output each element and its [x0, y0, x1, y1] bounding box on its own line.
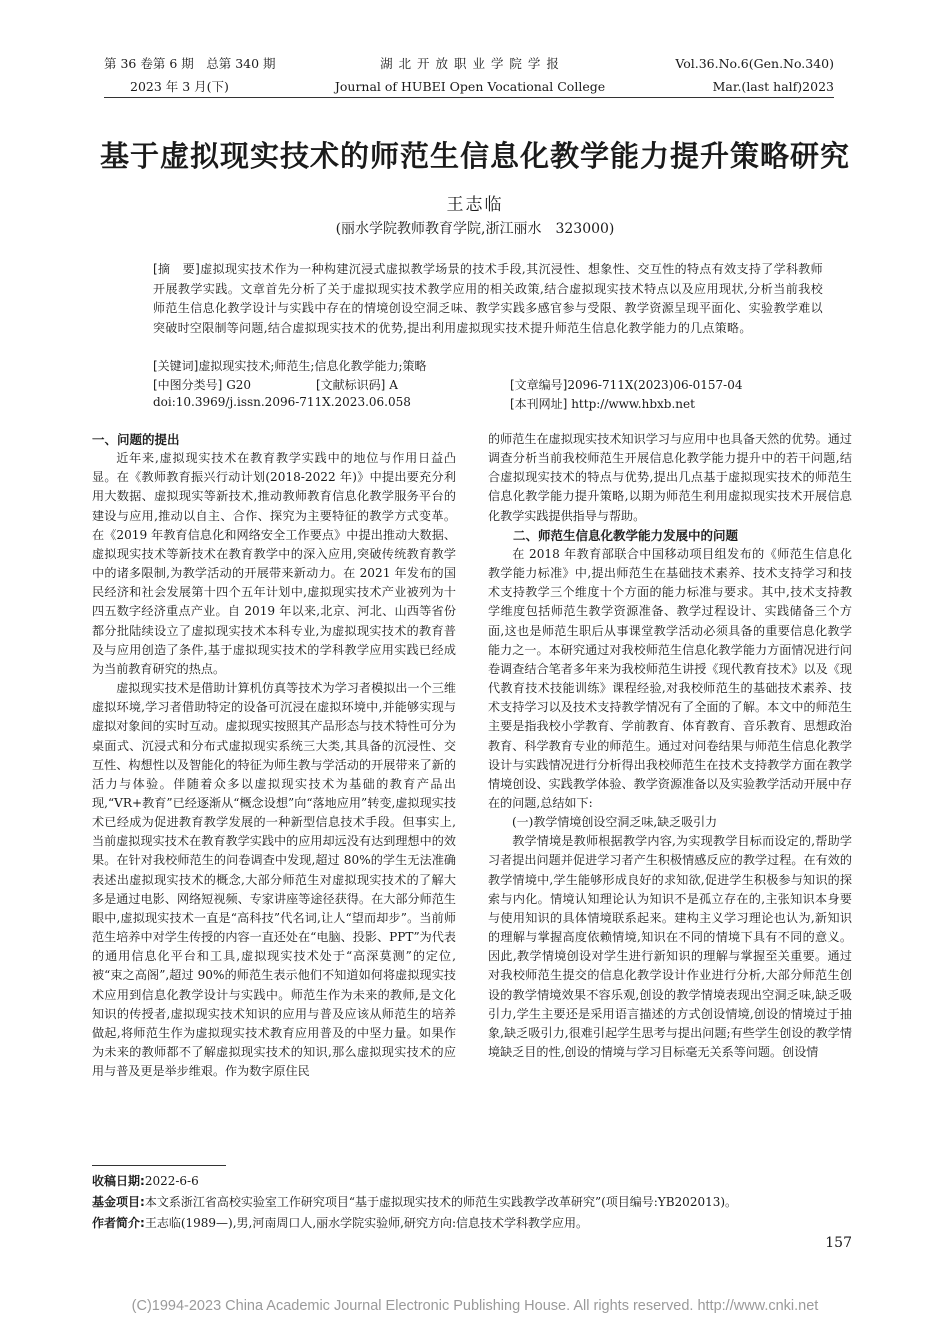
footnote-rule — [92, 1165, 226, 1166]
paragraph: 教学情境是教师根据教学内容,为实现教学目标而设定的,帮助学习者提出问题并促进学习者产生积极情感反应的教学过程。在有效的教学情境中,学生能够形成良好的求知欲,促进学生积极参与知识的探索与内化。情境认知理论认为知识不是孤立存在的,主张知识本身要与使用知识的具体情境联系起来。建构主义学习理论也认为,新知识的理解与掌握高度依赖情境,知识在不同的情境下具有不同的意义。因此,教学情境创设对学生进行新知识的理解与掌握至关重要。通过对我校师范生提交的信息化教学设计作业进行分析,大部分师范生创设的教学情境效果不容乐观,创设的教学情境表现出空洞乏味,缺乏吸引力,学生主要还是采用语言描述的方式创设情境,创设的情境过于抽象,缺乏吸引力,很难引起学生思考与提出问题;有些学生创设的教学情境缺乏目的性,创设的情境与学习目标毫无关系等问题。创设情 — [488, 834, 852, 1059]
paragraph: 虚拟现实技术是借助计算机仿真等技术为学习者模拟出一个三维虚拟环境,学习者借助特定的设备可沉浸在虚拟环境中,并能够实现与虚拟对象间的实时互动。虚拟现实按照其产品形态与技术特性可分为桌面式、沉浸式和分布式虚拟现实系统三大类,其具备的沉浸性、交互性、构想性以及智能化的特征为师生教与学活动的开展带来了新的活力与体验。伴随着众多以虚拟现实技术为基础的教育产品出现,“VR+教育”已经逐渐从“概念设想”向“落地应用”转变,虚拟现实技术已经成为促进教育教学发展的一种新型信息技术手段。但事实上,当前虚拟现实技术在教育教学实践中的应用却远没有达到理想中的效果。在针对我校师范生的问卷调查中发现,超过 80%的学生无法准确表述出虚拟现实技术的概念,大部分师范生对虚拟现实技术的了解大多是通过电影、网络短视频、专家讲座等途径获得。在大部分师范生眼中,虚拟现实技术一直是“高科技”代名词,让人“望而却步”。当前师范生培养中对学生传授的内容一直还处在“电脑、投影、PPT”为代表的通用信息化平台和工具,虚拟现实技术处于“高深莫测”的定位,被“束之高阁”,超过 90%的师范生表示他们不知道如何将虚拟现实技术应用到信息化教学设计与实践中。师范生作为未来的教师,是文化知识的传授者,虚拟现实技术知识的应用与普及应该从师范生的培养做起,将师范生作为虚拟现实技术教育应用普及的中坚力量。如果作为未来的教师都不了解虚拟现实技术的知识,那么虚拟现实技术的应用与普及更是举步维艰。作为数字原住民 — [92, 681, 456, 1079]
fund-value: 本文系浙江省高校实验室工作研究项目“基于虚拟现实技术的师范生实践教学改革研究”(项目编号:YB202013)。 — [144, 1195, 738, 1209]
header-rule — [104, 97, 834, 98]
paragraph: 近年来,虚拟现实技术在教育教学实践中的地位与作用日益凸显。在《教师教育振兴行动计划(2018-2022 年)》中提出要充分利用大数据、虚拟现实等新技术,推动教师教育信息化教学服务平台的建设与应用,推动以自主、合作、探究为主要特征的教学方式变革。在《2019 年教育信息化和网络安全工作要点》中提出推动大数据、虚拟现实技术等新技术在教育教学中的深入应用,突破传统教育教学中的诸多限制,为教学活动的开展带来新动力。在 2021 年发布的国民经济和社会发展第十四个五年计划中,虚拟现实技术产业被列为十四五数字经济重点产业。自 2019 年以来,北京、河北、山西等省份都分批陆续设立了虚拟现实技术本科专业,为虚拟现实技术的教育普及与应用创造了条件,基于虚拟现实技术的学科教学应用实践已经成为当前教育研究的热点。 — [92, 451, 456, 676]
header-journal-name-en: Journal of HUBEI Open Vocational College — [334, 79, 606, 94]
section-heading-1: 一、问题的提出 — [92, 432, 180, 447]
doc-value: A — [389, 378, 398, 392]
article-number — [510, 376, 743, 393]
author-bio — [92, 1214, 588, 1231]
header-journal-name-cn: 湖 北 开 放 职 业 学 院 学 报 — [380, 56, 560, 71]
paragraph-continued: 的师范生在虚拟现实技术知识学习与应用中也具备天然的优势。通过调查分析当前我校师范生开展信息化教学能力提升中的若干问题,结合虚拟现实技术的特点与优势,提出几点基于虚拟现实技术的师范生信息化教学能力提升策略,以期为师范生利用虚拟现实技术开展信息化教学实践提供指导与帮助。 — [488, 432, 852, 523]
paper-title: 基于虚拟现实技术的师范生信息化教学能力提升策略研究 — [99, 139, 850, 173]
received-date — [92, 1172, 199, 1189]
header-volume-en: Vol.36.No.6(Gen.No.340) — [675, 56, 834, 71]
header-date-en: Mar.(last half)2023 — [712, 79, 834, 94]
clc-value: G20 — [226, 378, 252, 392]
header-issue-date: 2023 年 3 月(下) — [130, 79, 229, 94]
doi: doi:10.3969/j.issn.2096-711X.2023.06.058 — [153, 395, 411, 409]
article-value: 2096-711X(2023)06-0157-04 — [567, 378, 743, 392]
abstract-text: 虚拟现实技术作为一种构建沉浸式虚拟教学场景的技术手段,其沉浸性、想象性、交互性的特点有效支持了学科教师开展教学实践。文章首先分析了关于虚拟现实技术教学应用的相关政策,结合虚拟现实技术特点以及应用现状,分析当前我校师范生信息化教学设计与实践中存在的情境创设空洞乏味、教学实践多感官参与受限、教学资源呈现平面化、实验教学难以突破时空限制等问题,结合虚拟现实技术的优势,提出利用虚拟现实技术提升师范生信息化教学能力的几点策略。 — [153, 262, 823, 335]
header-issue-info: 第 36 卷第 6 期 总第 340 期 — [104, 56, 276, 71]
received-label: 收稿日期: — [92, 1174, 145, 1188]
clc-number — [153, 376, 251, 393]
keywords-label: [关键词] — [153, 359, 199, 373]
author-affiliation: (丽水学院教师教育学院,浙江丽水 323000) — [335, 221, 615, 237]
section-heading-2: 二、师范生信息化教学能力发展中的问题 — [513, 527, 739, 543]
keywords-text: 虚拟现实技术;师范生;信息化教学能力;策略 — [198, 359, 427, 373]
abstract-label: [摘 要] — [153, 262, 201, 276]
journal-url — [510, 395, 695, 412]
copyright-footer: (C)1994-2023 China Academic Journal Electronic Publishing House. All rights reserved. http://www.cnki.net — [131, 1298, 819, 1314]
author-name: 王志临 — [446, 195, 504, 215]
clc-label: [中图分类号] — [153, 378, 223, 392]
fund-info — [92, 1193, 737, 1210]
abstract — [153, 260, 823, 338]
fund-label: 基金项目: — [92, 1195, 145, 1209]
bio-label: 作者简介: — [92, 1216, 145, 1230]
doc-label: [文献标识码] — [316, 378, 386, 392]
url-value: http://www.hbxb.net — [571, 397, 695, 411]
document-code — [316, 376, 398, 393]
bio-value: 王志临(1989—),男,河南周口人,丽水学院实验师,研究方向:信息技术学科教学应用。 — [144, 1216, 589, 1230]
body-right-column — [488, 430, 852, 1062]
article-label: [文章编号] — [510, 378, 568, 392]
page-number: 157 — [825, 1235, 852, 1251]
received-value: 2022-6-6 — [144, 1174, 199, 1188]
paragraph: 在 2018 年教育部联合中国移动项目组发布的《师范生信息化教学能力标准》中,提出师范生在基础技术素养、技术支持学习和技术支持教学三个维度十个方面的能力标准与要求。其中,技术支持教学维度包括师范生教学资源准备、教学过程设计、实践储备三个方面,这也是师范生职后从事课堂教学活动必须具备的重要信息化教学能力之一。本研究通过对我校师范生信息化教学能力方面情况进行问卷调查结合笔者多年来为我校师范生讲授《现代教育技术》以及《现代教育技术技能训练》课程经验,对我校师范生的基础技术素养、技术支持学习以及技术支持教学情况有了全面的了解。本文中的师范生主要是指我校小学教育、学前教育、体育教育、音乐教育、思想政治教育、科学教育专业的师范生。通过对问卷结果与师范生信息化教学设计与实践情况进行分析得出我校师范生在技术支持教学方面在教学情境创设、实践教学体验、教学资源准备以及实验教学活动开展中存在的问题,总结如下: — [488, 546, 852, 810]
body-left-column — [92, 430, 456, 1081]
subsection-heading: (一)教学情境创设空洞乏味,缺乏吸引力 — [512, 815, 718, 830]
url-label: [本刊网址] — [510, 397, 568, 411]
keywords — [153, 357, 427, 374]
